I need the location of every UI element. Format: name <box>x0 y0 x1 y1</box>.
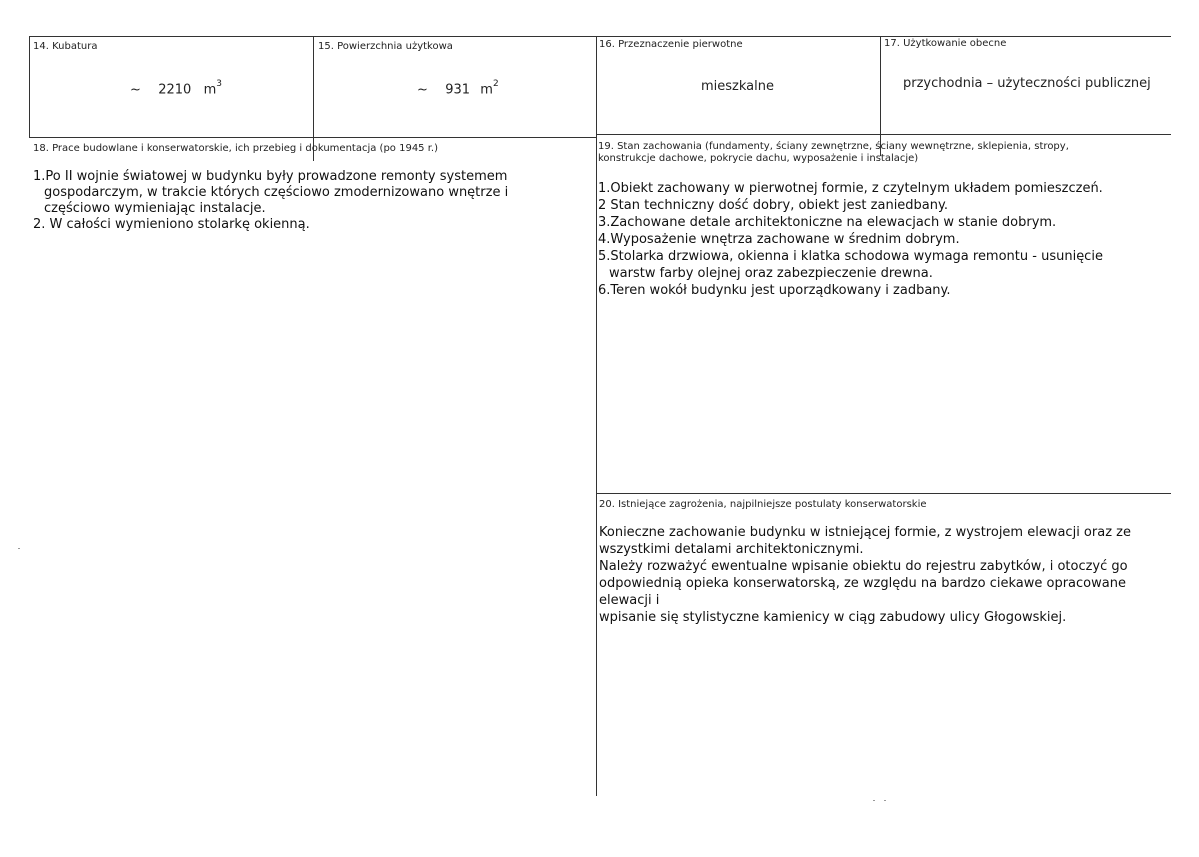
col-divider-3 <box>880 36 881 156</box>
text-line: odpowiednią opieka konserwatorską, ze względu na bardzo ciekawe opracowane elewacji i <box>599 576 1126 608</box>
top-border <box>29 36 1171 37</box>
area-number: 931 <box>445 82 471 98</box>
text-line: Należy rozważyć ewentualne wpisanie obiektu do rejestru zabytków, i otoczyć go <box>599 559 1128 574</box>
row-divider-2 <box>596 493 1171 494</box>
col-divider-2 <box>596 36 597 796</box>
text-line: wpisanie się stylistyczne kamienicy w ciąg zabudowy ulicy Głogowskiej. <box>599 610 1067 625</box>
volume-unit-exponent: 3 <box>216 79 222 89</box>
field-17-value: przychodnia – użyteczności publicznej <box>903 76 1151 91</box>
approx-sign: ~ <box>417 82 428 98</box>
text-line: 2. W całości wymieniono stolarkę okienną. <box>33 217 310 232</box>
scan-speck <box>873 800 875 801</box>
row-divider-1b <box>596 134 1171 135</box>
text-line: 6.Teren wokół budynku jest uporządkowany i zadbany. <box>598 283 951 298</box>
field-14-label: 14. Kubatura <box>33 41 98 52</box>
scan-speck <box>18 548 20 549</box>
field-16-value: mieszkalne <box>701 79 774 94</box>
field-15-value <box>417 81 499 97</box>
volume-number: 2210 <box>158 82 192 98</box>
text-line: 3.Zachowane detale architektoniczne na elewacjach w stanie dobrym. <box>598 215 1057 230</box>
area-unit: m <box>480 82 493 98</box>
approx-sign: ~ <box>130 82 141 98</box>
scan-speck <box>884 800 886 801</box>
text-line: 1.Obiekt zachowany w pierwotnej formie, z czytelnym układem pomieszczeń. <box>598 181 1103 196</box>
text-line: wszystkimi detalami architektonicznymi. <box>599 542 864 557</box>
text-line: 5.Stolarka drzwiowa, okienna i klatka schodowa wymaga remontu - usunięcie <box>598 249 1103 264</box>
field-17-label: 17. Użytkowanie obecne <box>884 38 1007 49</box>
field-20-content <box>599 524 1171 626</box>
field-19-label <box>598 141 1168 165</box>
left-border <box>29 36 30 138</box>
field-14-value <box>130 81 222 97</box>
field-18-label: 18. Prace budowlane i konserwatorskie, ich przebieg i dokumentacja (po 1945 r.) <box>33 143 438 154</box>
area-unit-exponent: 2 <box>492 79 499 89</box>
text-line: 2 Stan techniczny dość dobry, obiekt jest zaniedbany. <box>598 198 948 213</box>
field-20-label: 20. Istniejące zagrożenia, najpilniejsze postulaty konserwatorskie <box>599 499 927 510</box>
text-line: częściowo wymieniając instalacje. <box>44 201 266 216</box>
text-line: 1.Po II wojnie światowej w budynku były prowadzone remonty systemem <box>33 169 508 184</box>
text-line: Konieczne zachowanie budynku w istniejącej formie, z wystrojem elewacji oraz ze <box>599 525 1131 540</box>
volume-unit: m <box>203 82 217 98</box>
text-line: gospodarczym, w trakcie których częściowo zmodernizowano wnętrze i <box>44 185 509 200</box>
field-15-label: 15. Powierzchnia użytkowa <box>318 41 453 52</box>
field-18-content <box>33 169 583 233</box>
field-19-label-line: konstrukcje dachowe, pokrycie dachu, wyposażenie i instalacje) <box>598 153 919 164</box>
field-19-label-line: 19. Stan zachowania (fundamenty, ściany zewnętrzne, ściany wewnętrzne, sklepienia, stropy, <box>598 141 1069 152</box>
field-16-label: 16. Przeznaczenie pierwotne <box>599 39 743 50</box>
text-line: 4.Wyposażenie wnętrza zachowane w średnim dobrym. <box>598 232 960 247</box>
field-19-content <box>598 180 1168 299</box>
text-line: warstw farby olejnej oraz zabezpieczenie drewna. <box>609 266 933 281</box>
